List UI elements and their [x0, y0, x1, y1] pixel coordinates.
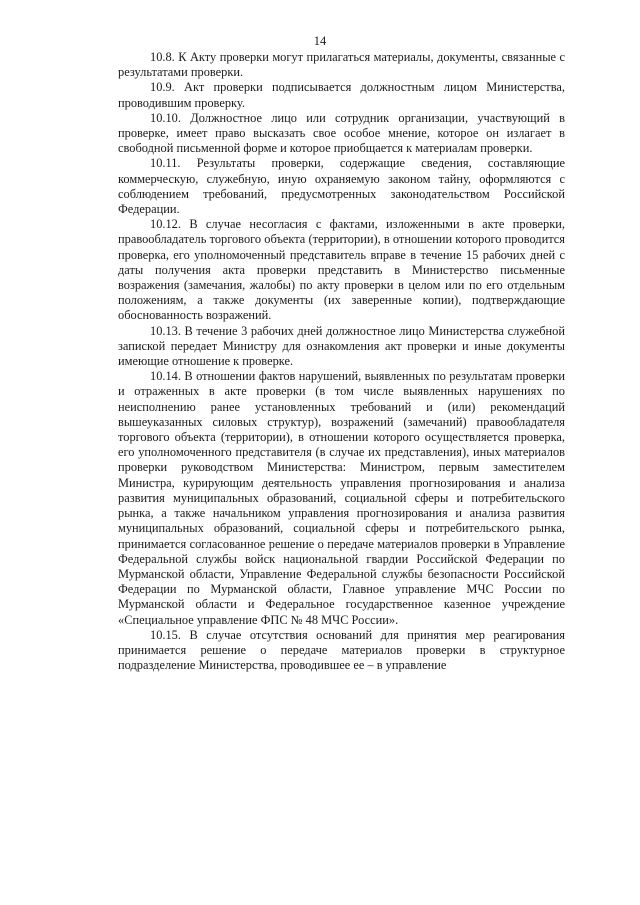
paragraph-10-14: 10.14. В отношении фактов нарушений, выявленных по результатам проверки и отраженных в акте проверки (в том числе выявленных нарушениях по неисполнению ранее установленных требований и (или) рекомендаций вышеуказанных силовых структур), возражений (замечаний) правообладателя торгового объекта (территории), в отношении которого осуществляется проверка, его уполномоченного представителя (в случае их представления), иных материалов проверки руководством Министерства: Министром, первым заместителем Министра, курирующим деятельность управления прогнозирования и анализа развития муниципальных образований, социальной сферы и потребительского рынка, а также начальником управления прогнозирования и анализа развития муниципальных образований, социальной сферы и потребительского рынка, принимается согласованное решение о передаче материалов проверки в Управление Федеральной службы войск национальной гвардии Российской Федерации по Мурманской области, Управление Федеральной службы безопасности Российской Федерации по Мурманской области, Главное управление МЧС России по Мурманской области и Федеральное государственное казенное учреждение «Специальное управление ФПС № 48 МЧС России». — [118, 369, 565, 627]
paragraph-10-13: 10.13. В течение 3 рабочих дней должностное лицо Министерства служебной запиской передает Министру для ознакомления акт проверки и иные документы имеющие отношение к проверке. — [118, 323, 565, 369]
document-body — [118, 50, 565, 673]
page-number: 14 — [313, 34, 327, 48]
paragraph-10-15: 10.15. В случае отсутствия оснований для принятия мер реагирования принимается решение о передаче материалов проверки в структурное подразделение Министерства, проводившее ее – в управление — [118, 627, 565, 673]
paragraph-10-8: 10.8. К Акту проверки могут прилагаться материалы, документы, связанные с результатами проверки. — [118, 50, 565, 80]
paragraph-10-9: 10.9. Акт проверки подписывается должностным лицом Министерства, проводившим проверку. — [118, 80, 565, 110]
paragraph-10-11: 10.11. Результаты проверки, содержащие сведения, составляющие коммерческую, служебную, иную охраняемую законом тайну, оформляются с соблюдением требований, предусмотренных законодательством Российской Федерации. — [118, 156, 565, 217]
paragraph-10-10: 10.10. Должностное лицо или сотрудник организации, участвующий в проверке, имеет право высказать свое особое мнение, которое он излагает в свободной письменной форме и которое приобщается к материалам проверки. — [118, 110, 565, 156]
paragraph-10-12: 10.12. В случае несогласия с фактами, изложенными в акте проверки, правообладатель торгового объекта (территории), в отношении которого проводится проверка, его уполномоченный представитель вправе в течение 15 рабочих дней с даты получения акта проверки представить в Министерство письменные возражения (замечания, жалобы) по акту проверки в целом или по его отдельным положениям, а также документы (их заверенные копии), подтверждающие обоснованность возражений. — [118, 217, 565, 323]
